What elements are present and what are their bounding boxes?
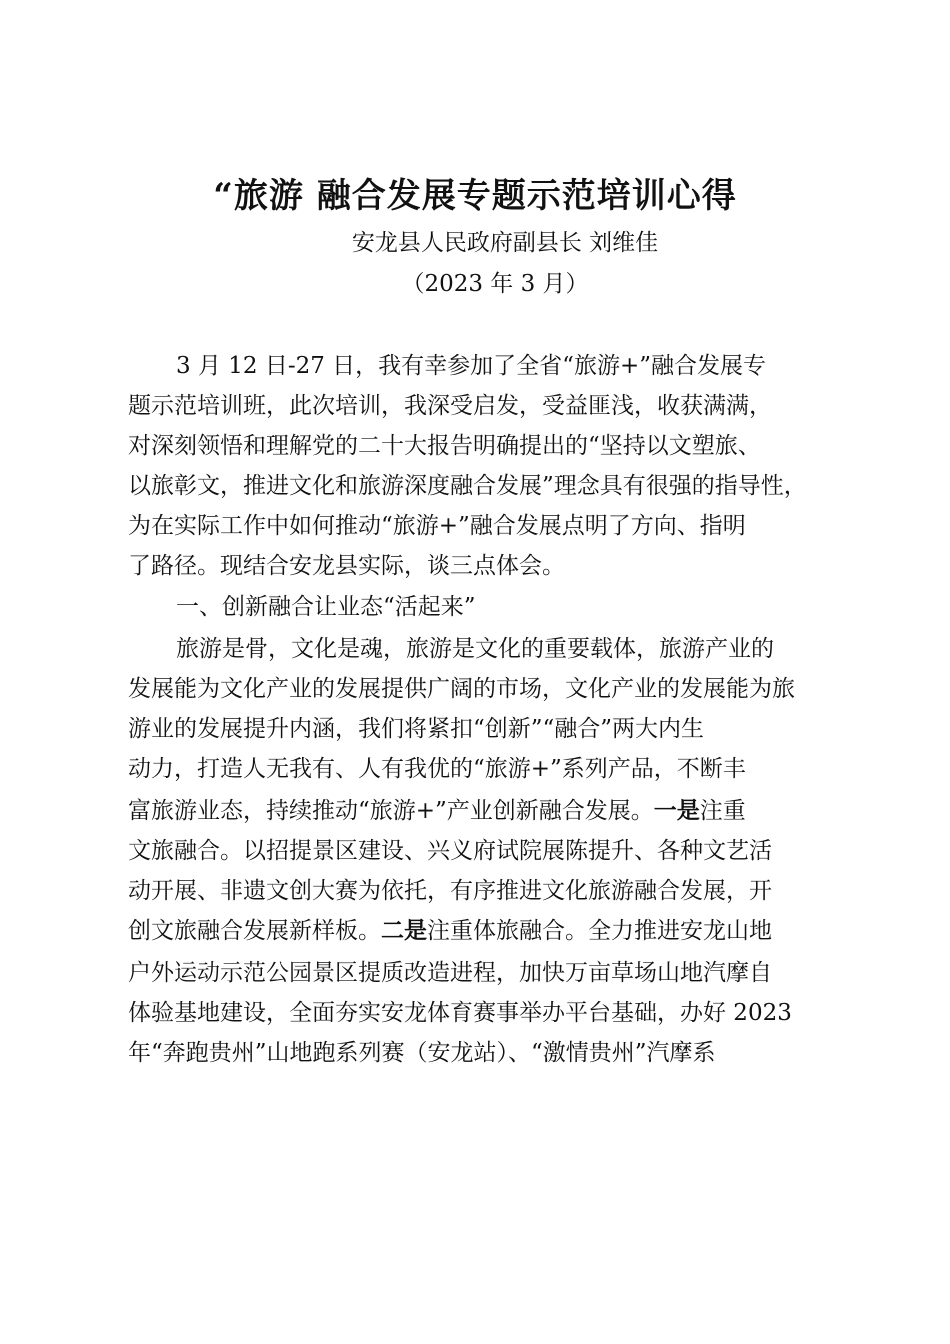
paragraph-line xyxy=(128,917,772,945)
paragraph-line: 文旅融合。以招提景区建设、兴义府试院展陈提升、各种文艺活 xyxy=(128,838,772,864)
text-run: 注重 xyxy=(699,798,746,824)
paragraph-line: 动力，打造人无我有、人有我优的“旅游+”系列产品，不断丰 xyxy=(128,756,746,782)
paragraph-line: 游业的发展提升内涵，我们将紧扣“创新”“融合”两大内生 xyxy=(128,716,705,742)
paragraph-line: 3 月 12 日-27 日，我有幸参加了全省“旅游+”融合发展专 xyxy=(176,353,766,379)
paragraph-line: 体验基地建设，全面夯实安龙体育赛事举办平台基础，办好 2023 xyxy=(128,1000,792,1026)
text-run: 创文旅融合发展新样板。 xyxy=(128,918,381,944)
paragraph-line: 了路径。现结合安龙县实际，谈三点体会。 xyxy=(128,553,565,579)
paragraph-line: 户外运动示范公园景区提质改造进程，加快万亩草场山地汽摩自 xyxy=(128,960,772,986)
bold-marker: 一是 xyxy=(653,798,700,824)
paragraph-line: 以旅彰文，推进文化和旅游深度融合发展”理念具有很强的指导性， xyxy=(128,473,807,499)
paragraph-line: 对深刻领悟和理解党的二十大报告明确提出的“坚持以文塑旅、 xyxy=(128,433,761,459)
document-author: 安龙县人民政府副县长 刘维佳 xyxy=(351,230,659,256)
paragraph-line xyxy=(128,797,746,825)
text-run: 注重体旅融合。全力推进安龙山地 xyxy=(427,918,772,944)
bold-marker: 二是 xyxy=(381,918,427,944)
document-title: “旅游 融合发展专题示范培训心得 xyxy=(213,176,737,216)
paragraph-line: 题示范培训班，此次培训，我深受启发，受益匪浅，收获满满， xyxy=(128,393,772,419)
text-run: 富旅游业态，持续推动“旅游+”产业创新融合发展。 xyxy=(128,798,654,824)
paragraph-line: 动开展、非遗文创大赛为依托，有序推进文化旅游融合发展，开 xyxy=(128,878,772,904)
document-date: （2023 年 3 月） xyxy=(401,271,589,297)
paragraph-line: 年“奔跑贵州”山地跑系列赛（安龙站）、“激情贵州”汽摩系 xyxy=(128,1040,716,1066)
paragraph-line: 发展能为文化产业的发展提供广阔的市场，文化产业的发展能为旅 xyxy=(128,676,795,702)
section-heading: 一、创新融合让业态“活起来” xyxy=(176,594,476,620)
paragraph-line: 旅游是骨，文化是魂，旅游是文化的重要载体，旅游产业的 xyxy=(176,636,774,662)
paragraph-line: 为在实际工作中如何推动“旅游+”融合发展点明了方向、指明 xyxy=(128,513,746,539)
